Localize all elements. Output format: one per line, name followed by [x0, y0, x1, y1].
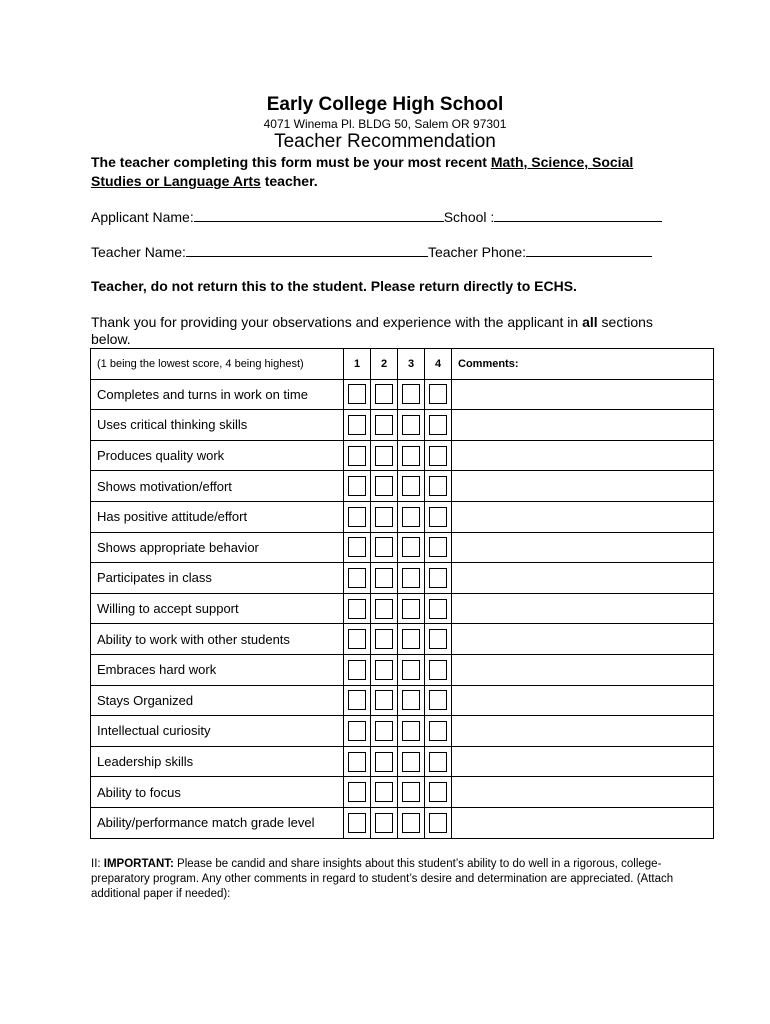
important-note: [91, 857, 691, 902]
criterion-label: Has positive attitude/effort: [91, 501, 344, 532]
score-checkbox-1[interactable]: [348, 660, 366, 680]
score-checkbox-4[interactable]: [429, 752, 447, 772]
score-checkbox-2[interactable]: [375, 446, 393, 466]
score-checkbox-2[interactable]: [375, 813, 393, 833]
score-checkbox-4[interactable]: [429, 599, 447, 619]
score-checkbox-3[interactable]: [402, 782, 420, 802]
score-cell-3: [398, 807, 425, 838]
score-checkbox-3[interactable]: [402, 384, 420, 404]
score-cell-1: [344, 379, 371, 410]
score-cell-2: [371, 654, 398, 685]
score-checkbox-2[interactable]: [375, 384, 393, 404]
score-checkbox-1[interactable]: [348, 415, 366, 435]
rating-row: [91, 654, 714, 685]
score-checkbox-2[interactable]: [375, 568, 393, 588]
score-cell-4: [425, 624, 452, 655]
score-checkbox-4[interactable]: [429, 721, 447, 741]
score-checkbox-1[interactable]: [348, 782, 366, 802]
score-checkbox-3[interactable]: [402, 446, 420, 466]
score-checkbox-1[interactable]: [348, 813, 366, 833]
comment-cell[interactable]: [452, 501, 714, 532]
score-checkbox-4[interactable]: [429, 507, 447, 527]
comment-cell[interactable]: [452, 777, 714, 808]
rating-row: [91, 685, 714, 716]
school-address: 4071 Winema Pl. BLDG 50, Salem OR 97301: [263, 117, 507, 131]
criterion-label: Leadership skills: [91, 746, 344, 777]
score-checkbox-4[interactable]: [429, 446, 447, 466]
score-checkbox-1[interactable]: [348, 384, 366, 404]
criterion-label: Shows motivation/effort: [91, 471, 344, 502]
score-cell-3: [398, 746, 425, 777]
score-cell-3: [398, 716, 425, 747]
criterion-label: Willing to accept support: [91, 593, 344, 624]
score-checkbox-3[interactable]: [402, 752, 420, 772]
score-cell-3: [398, 501, 425, 532]
applicant-name-label: Applicant Name:: [91, 209, 194, 225]
score-cell-3: [398, 563, 425, 594]
rating-row: [91, 807, 714, 838]
rating-row: [91, 777, 714, 808]
score-cell-2: [371, 501, 398, 532]
comment-cell[interactable]: [452, 593, 714, 624]
teacher-phone-label: Teacher Phone:: [427, 244, 527, 260]
score-cell-1: [344, 593, 371, 624]
applicant-name-field[interactable]: [194, 207, 444, 222]
score-cell-2: [371, 685, 398, 716]
comment-cell[interactable]: [452, 379, 714, 410]
score-checkbox-1[interactable]: [348, 721, 366, 741]
thanks-tail: sections below.: [91, 314, 653, 347]
criterion-label: Uses critical thinking skills: [91, 410, 344, 441]
score-cell-3: [398, 777, 425, 808]
rating-row: [91, 501, 714, 532]
criterion-label: Completes and turns in work on time: [91, 379, 344, 410]
score-cell-1: [344, 746, 371, 777]
score-cell-2: [371, 593, 398, 624]
score-cell-4: [425, 716, 452, 747]
rating-table: [90, 348, 714, 839]
score-checkbox-1[interactable]: [348, 537, 366, 557]
teacher-name-field[interactable]: [186, 242, 428, 257]
comments-header: Comments:: [452, 349, 714, 380]
score-checkbox-3[interactable]: [402, 813, 420, 833]
criterion-label: Stays Organized: [91, 685, 344, 716]
column-header-1: 1: [344, 349, 371, 380]
score-checkbox-1[interactable]: [348, 446, 366, 466]
rating-row: [91, 471, 714, 502]
teacher-name-label: Teacher Name:: [91, 244, 186, 260]
score-checkbox-2[interactable]: [375, 476, 393, 496]
criterion-label: Shows appropriate behavior: [91, 532, 344, 563]
score-cell-2: [371, 379, 398, 410]
applicant-name-row: [91, 207, 662, 225]
score-checkbox-2[interactable]: [375, 599, 393, 619]
score-cell-4: [425, 654, 452, 685]
score-cell-3: [398, 410, 425, 441]
score-cell-1: [344, 624, 371, 655]
score-checkbox-4[interactable]: [429, 476, 447, 496]
score-cell-4: [425, 440, 452, 471]
criterion-label: Embraces hard work: [91, 654, 344, 685]
score-cell-3: [398, 654, 425, 685]
score-cell-2: [371, 410, 398, 441]
score-checkbox-3[interactable]: [402, 599, 420, 619]
score-cell-4: [425, 501, 452, 532]
score-checkbox-4[interactable]: [429, 568, 447, 588]
important-prefix: II:: [91, 858, 104, 870]
intro-part1: The teacher completing this form must be your most recent: [91, 154, 491, 170]
criterion-label: Ability/performance match grade level: [91, 807, 344, 838]
criterion-label: Produces quality work: [91, 440, 344, 471]
teacher-phone-field[interactable]: [526, 242, 652, 257]
column-header-2: 2: [371, 349, 398, 380]
rating-row: [91, 440, 714, 471]
score-checkbox-3[interactable]: [402, 690, 420, 710]
criterion-label: Participates in class: [91, 563, 344, 594]
score-cell-2: [371, 624, 398, 655]
score-cell-1: [344, 716, 371, 747]
important-text: Please be candid and share insights about this student’s ability to do well in a rigorous, college-preparatory program. Any other comments in regard to student’s desire and determination are appreciated. (Attach additional paper if needed):: [91, 858, 674, 900]
intro-subjects-1: Math, Science, Social: [490, 154, 634, 170]
score-checkbox-3[interactable]: [402, 507, 420, 527]
score-checkbox-3[interactable]: [402, 476, 420, 496]
comment-cell[interactable]: [452, 654, 714, 685]
score-cell-1: [344, 410, 371, 441]
score-checkbox-2[interactable]: [375, 415, 393, 435]
comment-cell[interactable]: [452, 624, 714, 655]
score-cell-2: [371, 563, 398, 594]
score-cell-3: [398, 593, 425, 624]
school-field[interactable]: [494, 207, 662, 222]
score-checkbox-1[interactable]: [348, 507, 366, 527]
score-cell-3: [398, 624, 425, 655]
score-checkbox-4[interactable]: [429, 813, 447, 833]
score-cell-3: [398, 471, 425, 502]
comment-cell[interactable]: [452, 716, 714, 747]
score-cell-4: [425, 379, 452, 410]
intro-part2: teacher.: [260, 173, 318, 189]
score-cell-4: [425, 807, 452, 838]
comment-cell[interactable]: [452, 807, 714, 838]
score-checkbox-3[interactable]: [402, 537, 420, 557]
score-checkbox-1[interactable]: [348, 568, 366, 588]
thanks-bold: all: [582, 314, 598, 330]
school-label: School :: [443, 209, 495, 225]
score-checkbox-4[interactable]: [429, 690, 447, 710]
comment-cell[interactable]: [452, 563, 714, 594]
rating-row: [91, 410, 714, 441]
form-title: Early College High School: [266, 94, 504, 115]
comment-cell[interactable]: [452, 746, 714, 777]
score-cell-1: [344, 440, 371, 471]
score-checkbox-4[interactable]: [429, 537, 447, 557]
score-checkbox-2[interactable]: [375, 690, 393, 710]
score-checkbox-2[interactable]: [375, 507, 393, 527]
score-cell-4: [425, 685, 452, 716]
comment-cell[interactable]: [452, 685, 714, 716]
rating-row: [91, 379, 714, 410]
intro-text: [91, 153, 691, 191]
score-checkbox-4[interactable]: [429, 629, 447, 649]
score-cell-2: [371, 777, 398, 808]
score-checkbox-2[interactable]: [375, 660, 393, 680]
score-cell-2: [371, 532, 398, 563]
thanks-text: [91, 314, 671, 348]
intro-subjects-2: Studies or Language Arts: [91, 173, 261, 189]
rating-row: [91, 716, 714, 747]
score-checkbox-2[interactable]: [375, 782, 393, 802]
score-cell-4: [425, 532, 452, 563]
score-checkbox-3[interactable]: [402, 721, 420, 741]
score-cell-4: [425, 777, 452, 808]
teacher-name-row: [91, 242, 652, 260]
form-subtitle: Teacher Recommendation: [274, 131, 496, 152]
score-checkbox-2[interactable]: [375, 629, 393, 649]
rating-header-row: [91, 349, 714, 380]
score-cell-3: [398, 532, 425, 563]
score-checkbox-1[interactable]: [348, 476, 366, 496]
score-cell-2: [371, 471, 398, 502]
score-checkbox-3[interactable]: [402, 568, 420, 588]
score-checkbox-1[interactable]: [348, 599, 366, 619]
score-cell-1: [344, 501, 371, 532]
score-checkbox-2[interactable]: [375, 752, 393, 772]
score-cell-1: [344, 777, 371, 808]
score-cell-1: [344, 563, 371, 594]
score-checkbox-3[interactable]: [402, 629, 420, 649]
score-cell-4: [425, 471, 452, 502]
comment-cell[interactable]: [452, 440, 714, 471]
score-checkbox-2[interactable]: [375, 537, 393, 557]
score-cell-3: [398, 685, 425, 716]
rating-row: [91, 746, 714, 777]
score-cell-1: [344, 685, 371, 716]
score-cell-4: [425, 410, 452, 441]
criterion-label: Intellectual curiosity: [91, 716, 344, 747]
criterion-label: Ability to focus: [91, 777, 344, 808]
comment-cell[interactable]: [452, 471, 714, 502]
score-cell-1: [344, 807, 371, 838]
comment-cell[interactable]: [452, 532, 714, 563]
score-cell-2: [371, 716, 398, 747]
rating-row: [91, 593, 714, 624]
score-checkbox-3[interactable]: [402, 660, 420, 680]
score-cell-1: [344, 532, 371, 563]
score-cell-4: [425, 563, 452, 594]
score-cell-2: [371, 746, 398, 777]
score-checkbox-4[interactable]: [429, 782, 447, 802]
score-checkbox-4[interactable]: [429, 660, 447, 680]
score-cell-1: [344, 654, 371, 685]
scale-label: (1 being the lowest score, 4 being highest): [91, 349, 344, 380]
score-checkbox-1[interactable]: [348, 629, 366, 649]
score-cell-2: [371, 440, 398, 471]
score-checkbox-1[interactable]: [348, 752, 366, 772]
column-header-4: 4: [425, 349, 452, 380]
score-cell-4: [425, 593, 452, 624]
criterion-label: Ability to work with other students: [91, 624, 344, 655]
score-checkbox-2[interactable]: [375, 721, 393, 741]
rating-row: [91, 563, 714, 594]
score-cell-2: [371, 807, 398, 838]
thanks-main: Thank you for providing your observations and experience with the applicant in: [91, 314, 583, 330]
score-cell-3: [398, 440, 425, 471]
score-checkbox-4[interactable]: [429, 384, 447, 404]
score-cell-3: [398, 379, 425, 410]
important-label: IMPORTANT:: [103, 858, 174, 870]
score-checkbox-3[interactable]: [402, 415, 420, 435]
score-cell-1: [344, 471, 371, 502]
score-checkbox-4[interactable]: [429, 415, 447, 435]
score-checkbox-1[interactable]: [348, 690, 366, 710]
column-header-3: 3: [398, 349, 425, 380]
return-notice: Teacher, do not return this to the student. Please return directly to ECHS.: [91, 278, 577, 294]
rating-row: [91, 624, 714, 655]
comment-cell[interactable]: [452, 410, 714, 441]
score-cell-4: [425, 746, 452, 777]
rating-row: [91, 532, 714, 563]
